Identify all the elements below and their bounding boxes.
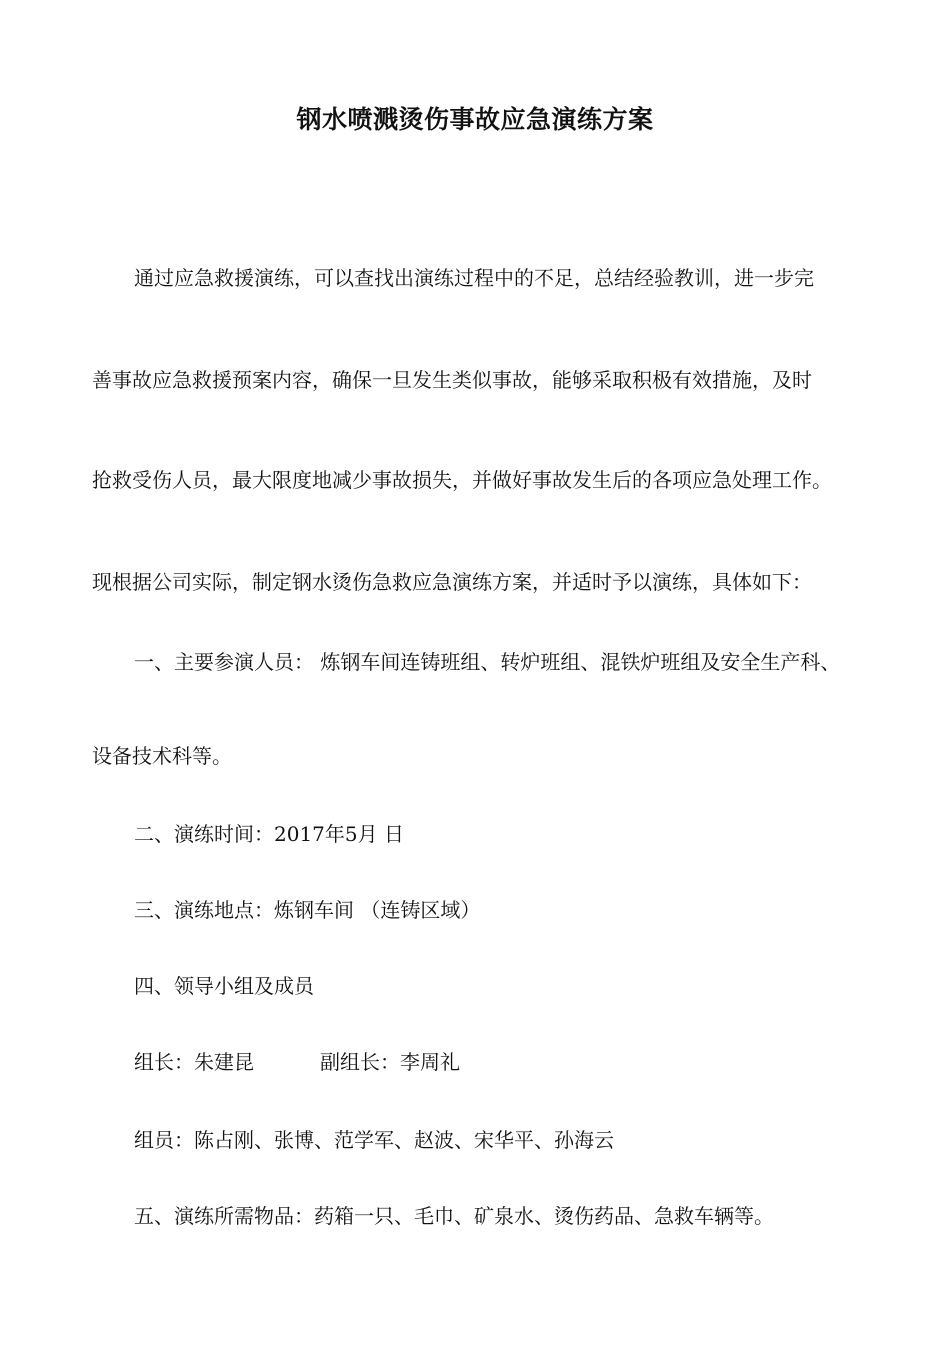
group-members: 组员：陈占刚、张博、范学军、赵波、宋华平、孙海云 — [134, 1128, 614, 1152]
group-leader: 组长：朱建昆 — [134, 1050, 254, 1074]
intro-line-2: 善事故应急救援预案内容，确保一旦发生类似事故，能够采取积极有效措施，及时 — [92, 368, 812, 392]
section-5-supplies: 五、演练所需物品：药箱一只、毛巾、矿泉水、烫伤药品、急救车辆等。 — [134, 1204, 774, 1228]
intro-line-4: 现根据公司实际，制定钢水烫伤急救应急演练方案，并适时予以演练，具体如下： — [92, 570, 812, 594]
leader-row — [134, 1048, 460, 1076]
document-title: 钢水喷溅烫伤事故应急演练方案 — [296, 105, 654, 134]
section-2-drill-time: 二、演练时间：2017年5月 日 — [134, 822, 404, 846]
intro-line-3: 抢救受伤人员，最大限度地减少事故损失，并做好事故发生后的各项应急处理工作。 — [92, 468, 832, 492]
section-1-line-1: 一、主要参演人员： 炼钢车间连铸班组、转炉班组、混铁炉班组及安全生产科、 — [134, 650, 841, 674]
section-4-heading: 四、领导小组及成员 — [134, 974, 314, 998]
intro-line-1: 通过应急救援演练，可以查找出演练过程中的不足，总结经验教训，进一步完 — [134, 266, 814, 290]
section-1-line-2: 设备技术科等。 — [92, 744, 232, 768]
deputy-leader: 副组长：李周礼 — [320, 1050, 460, 1074]
section-3-drill-location: 三、演练地点：炼钢车间 （连铸区域） — [134, 898, 481, 922]
